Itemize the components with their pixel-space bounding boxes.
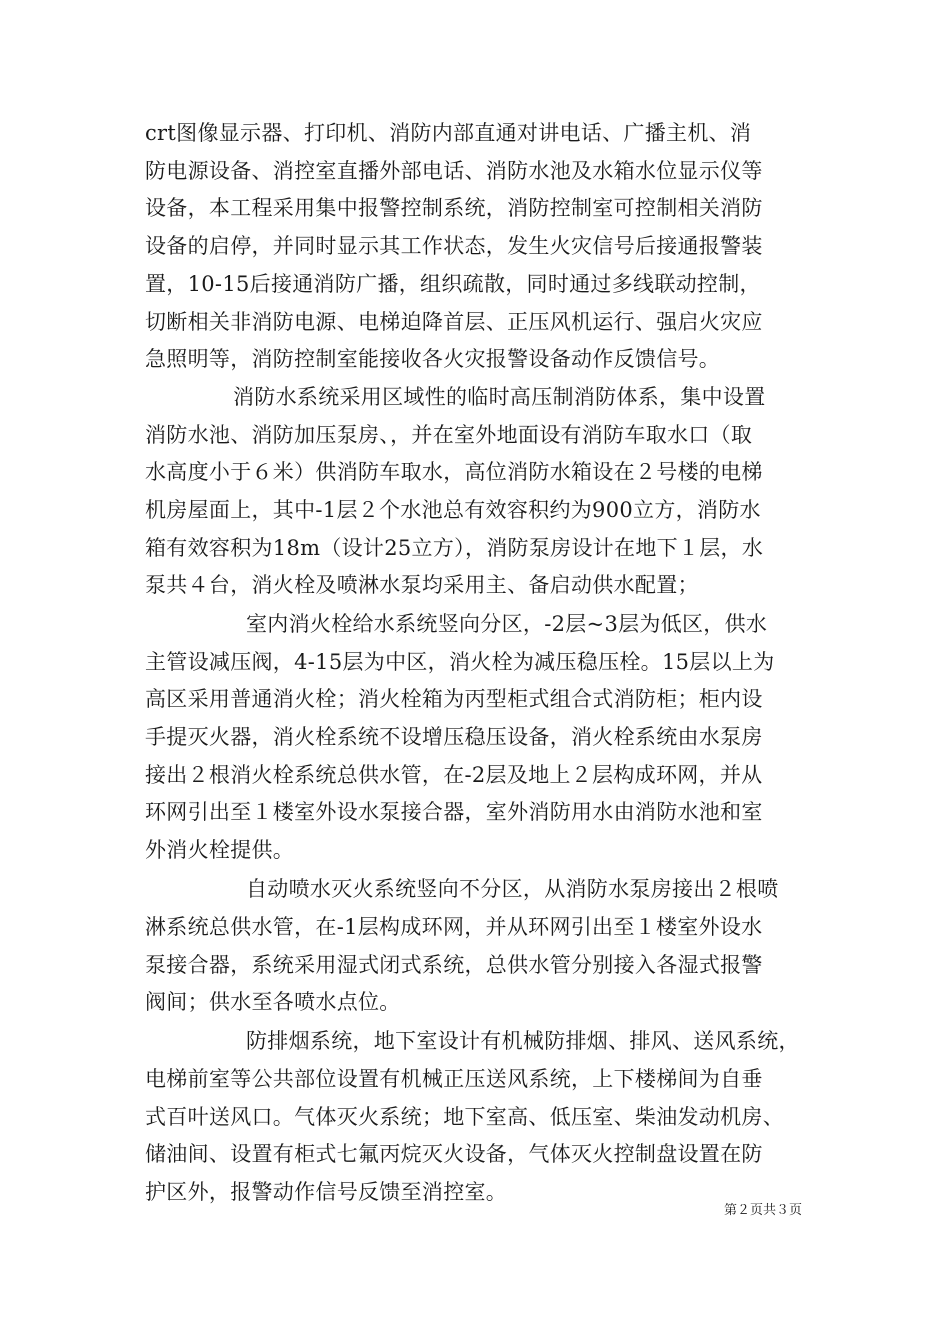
text-line: 电梯前室等公共部位设置有机械正压送风系统，上下楼梯间为自垂	[145, 1067, 763, 1091]
text-line: 防电源设备、消控室直播外部电话、消防水池及水箱水位显示仪等	[145, 159, 763, 183]
page-number: 第２页共３页	[723, 1203, 802, 1218]
text-line: 主管设减压阀，4-15层为中区，消火栓为减压稳压栓。15层以上为	[145, 650, 775, 674]
text-line: 水高度小于６米）供消防车取水，高位消防水箱设在２号楼的电梯	[145, 460, 763, 484]
text-line: 储油间、设置有柜式七氟丙烷灭火设备，气体灭火控制盘设置在防	[145, 1142, 763, 1166]
text-line: 切断相关非消防电源、电梯迫降首层、正压风机运行、强启火灾应	[145, 310, 763, 334]
text-line: 急照明等，消防控制室能接收各火灾报警设备动作反馈信号。	[145, 347, 721, 371]
text-line: 置，10-15后接通消防广播，组织疏散，同时通过多线联动控制，	[145, 272, 761, 296]
text-line: 消防水系统采用区域性的临时高压制消防体系，集中设置	[233, 385, 766, 409]
text-line: 接出２根消火栓系统总供水管，在-2层及地上２层构成环网，并从	[145, 763, 763, 787]
text-line: 箱有效容积为18m（设计25立方），消防泵房设计在地下１层，水	[145, 536, 764, 560]
text-line: 外消火栓提供。	[145, 838, 295, 862]
text-line: 泵共４台，消火栓及喷淋水泵均采用主、备启动供水配置；	[145, 573, 699, 597]
text-line: crt图像显示器、打印机、消防内部直通对讲电话、广播主机、消	[145, 121, 752, 145]
text-line: 消防水池、消防加压泵房、，并在室外地面设有消防车取水口（取	[145, 423, 753, 447]
text-line: 护区外，报警动作信号反馈至消控室。	[145, 1180, 508, 1204]
text-line: 式百叶送风口。气体灭火系统；地下室高、低压室、柴油发动机房、	[145, 1105, 784, 1129]
text-line: 防排烟系统，地下室设计有机械防排烟、排风、送风系统，	[246, 1029, 800, 1053]
text-line: 阀间；供水至各喷水点位。	[145, 990, 401, 1014]
text-line: 高区采用普通消火栓；消火栓箱为丙型柜式组合式消防柜；柜内设	[145, 687, 763, 711]
text-line: 设备，本工程采用集中报警控制系统，消防控制室可控制相关消防	[145, 196, 763, 220]
text-line: 设备的启停，并同时显示其工作状态，发生火灾信号后接通报警装	[145, 234, 763, 258]
text-line: 环网引出至１楼室外设水泵接合器，室外消防用水由消防水池和室	[145, 800, 763, 824]
text-line: 机房屋面上，其中-1层２个水池总有效容积约为900立方，消防水	[145, 498, 761, 522]
text-line: 自动喷水灭火系统竖向不分区，从消防水泵房接出２根喷	[246, 877, 779, 901]
text-line: 室内消火栓给水系统竖向分区，-2层~3层为低区，供水	[246, 612, 768, 636]
text-line: 手提灭火器，消火栓系统不设增压稳压设备，消火栓系统由水泵房	[145, 725, 763, 749]
text-line: 泵接合器，系统采用湿式闭式系统，总供水管分别接入各湿式报警	[145, 953, 763, 977]
text-line: 淋系统总供水管，在-1层构成环网，并从环网引出至１楼室外设水	[145, 915, 763, 939]
